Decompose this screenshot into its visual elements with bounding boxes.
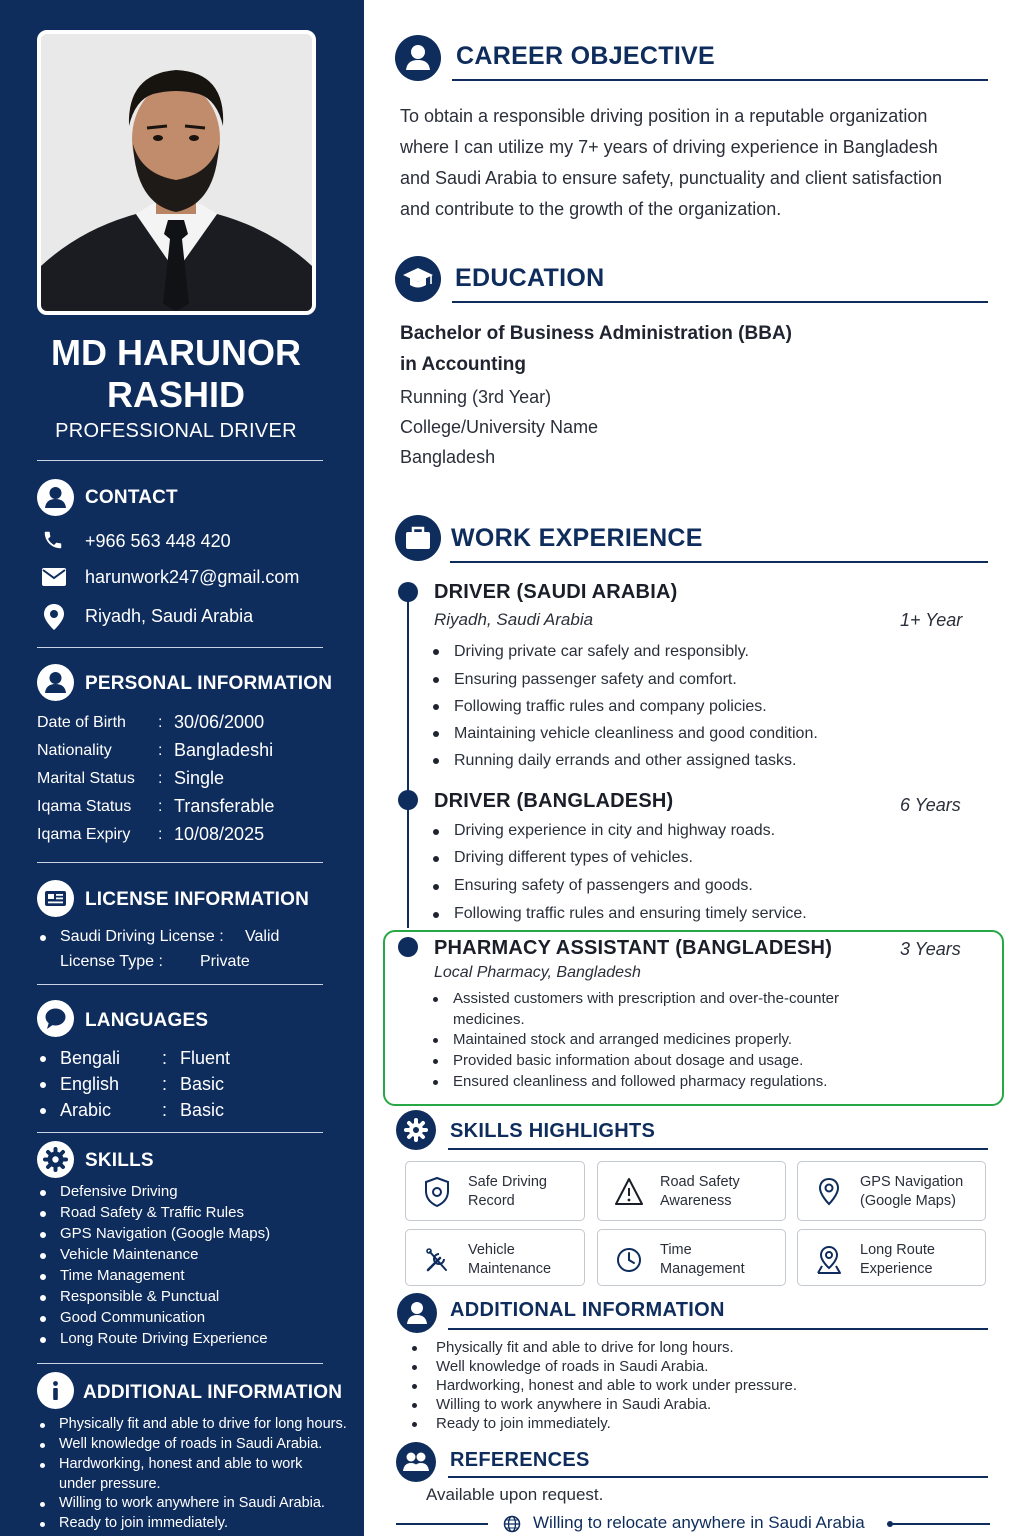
- bullet: [412, 1422, 417, 1427]
- timeline-dot: [398, 937, 418, 957]
- heading-rule: [450, 561, 988, 563]
- job-location: Riyadh, Saudi Arabia: [434, 610, 594, 629]
- bullet: [433, 1080, 438, 1085]
- shield-icon: [422, 1176, 452, 1208]
- bullet: [40, 1337, 46, 1343]
- job-duty: Following traffic rules and ensuring timely service.: [454, 905, 807, 922]
- colon: :: [158, 742, 163, 759]
- personal-info-heading: PERSONAL INFORMATION: [85, 673, 333, 694]
- skill-card-safe-driving: [405, 1161, 585, 1221]
- contact-user-icon: [37, 479, 74, 516]
- bullet: [40, 1232, 46, 1238]
- footer-dot: [887, 1521, 893, 1527]
- colon: :: [158, 714, 163, 731]
- skill-card-label: Vehicle Maintenance: [468, 1242, 552, 1277]
- map-pin-icon: [814, 1176, 844, 1208]
- bullet: [433, 997, 438, 1002]
- warning-icon: [614, 1176, 644, 1208]
- skill-card-time-management: [597, 1229, 786, 1286]
- colon: :: [158, 770, 163, 787]
- job-title: DRIVER (SAUDI ARABIA): [434, 581, 678, 603]
- language-level: Basic: [180, 1074, 225, 1094]
- bullet: [433, 649, 439, 655]
- job-duty: Maintaining vehicle cleanliness and good condition.: [454, 725, 818, 742]
- side-additional-item: Hardworking, honest and able to work: [59, 1456, 303, 1472]
- bullet: [433, 758, 439, 764]
- globe-icon: [503, 1515, 521, 1533]
- bullet: [40, 1522, 45, 1527]
- personal-value: Transferable: [174, 796, 275, 816]
- profile-photo: [37, 30, 316, 315]
- license-type-value: Private: [200, 953, 250, 970]
- personal-value: Bangladeshi: [174, 740, 274, 760]
- job-duty: Provided basic information about dosage and usage.: [453, 1052, 804, 1069]
- side-additional-heading: ADDITIONAL INFORMATION: [83, 1382, 343, 1403]
- divider: [37, 984, 323, 985]
- bullet: [40, 1316, 46, 1322]
- route-pin-icon: [814, 1244, 844, 1276]
- skills-heading: SKILLS: [85, 1150, 154, 1171]
- bullet: [40, 1056, 46, 1062]
- heading-rule: [448, 1476, 988, 1478]
- skill-item: Responsible & Punctual: [60, 1288, 220, 1305]
- users-group-icon: [396, 1442, 436, 1482]
- skill-card-gps: [797, 1161, 986, 1221]
- bullet: [433, 677, 439, 683]
- bullet: [433, 912, 439, 918]
- bullet: [40, 1423, 45, 1428]
- bullet: [40, 1190, 46, 1196]
- job-duty: Running daily errands and other assigned tasks.: [454, 752, 797, 769]
- main-additional-item: Physically fit and able to drive for long hours.: [436, 1339, 734, 1356]
- bullet: [40, 1082, 46, 1088]
- education-country: Bangladesh: [400, 447, 496, 467]
- location: Riyadh, Saudi Arabia: [85, 606, 254, 626]
- bullet: [40, 1502, 45, 1507]
- bullet: [412, 1384, 417, 1389]
- education-heading: EDUCATION: [455, 264, 605, 292]
- bullet: [412, 1403, 417, 1408]
- personal-value: 30/06/2000: [174, 712, 265, 732]
- bullet: [40, 1274, 46, 1280]
- bullet: [40, 1108, 46, 1114]
- education-institution: College/University Name: [400, 417, 599, 437]
- job-duty: Ensuring safety of passengers and goods.: [454, 877, 753, 894]
- heading-rule: [452, 301, 988, 303]
- timeline-dot: [398, 582, 418, 602]
- graduation-cap-icon: [395, 256, 441, 302]
- job-duty: Maintained stock and arranged medicines properly.: [453, 1031, 793, 1048]
- job-title: PROFESSIONAL DRIVER: [55, 420, 297, 442]
- personal-label: Nationality: [37, 742, 112, 759]
- gear-icon: [396, 1110, 436, 1150]
- work-heading: WORK EXPERIENCE: [451, 524, 703, 552]
- phone-number[interactable]: +966 563 448 420: [85, 531, 231, 551]
- footer-rule-left: [396, 1523, 488, 1525]
- main-additional-item: Well knowledge of roads in Saudi Arabia.: [436, 1358, 709, 1375]
- bullet: [40, 1443, 45, 1448]
- language-name: English: [60, 1074, 120, 1094]
- job-duty: Ensuring passenger safety and comfort.: [454, 671, 737, 688]
- job-duty-cont: medicines.: [453, 1011, 525, 1028]
- job-duration: 6 Years: [900, 795, 961, 815]
- footer-text: Willing to relocate anywhere in Saudi Arabia: [533, 1513, 865, 1532]
- job-duration: 3 Years: [900, 939, 961, 959]
- job-duty: Driving different types of vehicles.: [454, 849, 693, 866]
- heading-rule: [448, 1148, 988, 1150]
- additional-user-icon: [397, 1293, 437, 1333]
- phone-icon: [42, 529, 64, 551]
- personal-label: Iqama Expiry: [37, 826, 131, 843]
- bullet: [433, 704, 439, 710]
- language-name: Arabic: [60, 1100, 112, 1120]
- references-text: Available upon request.: [426, 1485, 604, 1504]
- side-additional-item: Willing to work anywhere in Saudi Arabia.: [59, 1495, 325, 1511]
- license-type-label: License Type :: [60, 953, 163, 970]
- references-heading: REFERENCES: [450, 1449, 590, 1471]
- degree-line-2: in Accounting: [400, 354, 526, 375]
- bullet: [412, 1365, 417, 1370]
- skill-card-vehicle-maintenance: [405, 1229, 585, 1286]
- objective-line: where I can utilize my 7+ years of driving experience in Bangladesh: [400, 137, 938, 157]
- license-value: Valid: [245, 928, 280, 945]
- job-duty: Ensured cleanliness and followed pharmacy regulations.: [453, 1073, 828, 1090]
- bullet: [40, 1253, 46, 1259]
- skill-item: Time Management: [60, 1267, 185, 1284]
- personal-label: Date of Birth: [37, 714, 126, 731]
- location-pin-icon: [43, 603, 65, 631]
- side-additional-item: Ready to join immediately.: [59, 1515, 228, 1531]
- bullet: [433, 1038, 438, 1043]
- objective-line: and contribute to the growth of the organization.: [400, 199, 782, 219]
- language-level: Fluent: [180, 1048, 231, 1068]
- colon: :: [162, 1074, 168, 1094]
- skill-item: Long Route Driving Experience: [60, 1330, 268, 1347]
- colon: :: [162, 1048, 168, 1068]
- bullet: [433, 1059, 438, 1064]
- skill-item: Road Safety & Traffic Rules: [60, 1204, 244, 1221]
- info-icon: [37, 1372, 74, 1409]
- skill-card-label: Road Safety Awareness: [660, 1174, 740, 1209]
- colon: :: [158, 798, 163, 815]
- timeline-dot: [398, 790, 418, 810]
- clock-icon: [614, 1244, 644, 1276]
- skill-card-road-safety: [597, 1161, 786, 1221]
- personal-label: Marital Status: [37, 770, 135, 787]
- contact-heading: CONTACT: [85, 487, 178, 508]
- side-additional-item: Physically fit and able to drive for long hours.: [59, 1416, 347, 1432]
- bullet: [40, 1295, 46, 1301]
- job-duty: Following traffic rules and company policies.: [454, 698, 767, 715]
- divider: [37, 862, 323, 863]
- language-name: Bengali: [60, 1048, 121, 1068]
- bullet: [40, 935, 46, 941]
- job-location: Local Pharmacy, Bangladesh: [434, 964, 641, 981]
- main-additional-heading: ADDITIONAL INFORMATION: [450, 1299, 725, 1321]
- language-level: Basic: [180, 1100, 225, 1120]
- objective-heading: CAREER OBJECTIVE: [456, 42, 716, 70]
- main-additional-item: Willing to work anywhere in Saudi Arabia.: [436, 1396, 712, 1413]
- skill-card-label: GPS Navigation (Google Maps): [860, 1174, 964, 1209]
- license-card-icon: [37, 880, 74, 917]
- divider: [37, 1132, 323, 1133]
- job-duration: 1+ Year: [900, 610, 963, 630]
- main-additional-item: Ready to join immediately.: [436, 1415, 611, 1432]
- email-icon: [41, 567, 67, 587]
- bullet: [433, 856, 439, 862]
- chat-bubble-icon: [37, 1000, 74, 1037]
- divider: [37, 1363, 323, 1364]
- job-duty: Driving experience in city and highway roads.: [454, 822, 776, 839]
- job-duty: Driving private car safely and responsibly.: [454, 643, 749, 660]
- license-heading: LICENSE INFORMATION: [85, 889, 310, 910]
- divider: [37, 460, 323, 461]
- job-duty: Assisted customers with prescription and over-the-counter: [453, 990, 840, 1007]
- skill-card-long-route: [797, 1229, 986, 1286]
- tools-icon: [422, 1244, 452, 1276]
- main-additional-item: Hardworking, honest and able to work under pressure.: [436, 1377, 798, 1394]
- skill-item: GPS Navigation (Google Maps): [60, 1225, 271, 1242]
- heading-rule: [452, 79, 988, 81]
- sidebar: [0, 0, 364, 1536]
- languages-heading: LANGUAGES: [85, 1010, 209, 1031]
- bullet: [40, 1211, 46, 1217]
- personal-label: Iqama Status: [37, 798, 132, 815]
- colon: :: [162, 1100, 168, 1120]
- job-title: PHARMACY ASSISTANT (BANGLADESH): [434, 937, 833, 959]
- personal-user-icon: [37, 664, 74, 701]
- bullet: [433, 731, 439, 737]
- footer-rule-right: [890, 1523, 990, 1525]
- name-line-1: MD HARUNOR: [51, 332, 301, 373]
- highlights-heading: SKILLS HIGHLIGHTS: [450, 1120, 656, 1142]
- skill-item: Defensive Driving: [60, 1183, 178, 1200]
- name-line-2: RASHID: [106, 374, 245, 415]
- heading-rule: [448, 1328, 988, 1330]
- license-label: Saudi Driving License :: [60, 928, 224, 945]
- job-title: DRIVER (BANGLADESH): [434, 790, 674, 812]
- bullet: [40, 1463, 45, 1468]
- degree-line-1: Bachelor of Business Administration (BBA): [400, 323, 793, 344]
- skill-item: Vehicle Maintenance: [60, 1246, 199, 1263]
- objective-line: To obtain a responsible driving position in a reputable organization: [400, 106, 928, 126]
- bullet: [412, 1346, 417, 1351]
- divider: [37, 647, 323, 648]
- bullet: [433, 829, 439, 835]
- education-status: Running (3rd Year): [400, 387, 552, 407]
- personal-value: 10/08/2025: [174, 824, 265, 844]
- email-address[interactable]: harunwork247@gmail.com: [85, 567, 300, 587]
- gear-icon: [37, 1141, 74, 1178]
- timeline-line: [407, 598, 409, 928]
- skill-item: Good Communication: [60, 1309, 206, 1326]
- skill-card-label: Time Management: [660, 1242, 745, 1277]
- bullet: [433, 884, 439, 890]
- colon: :: [158, 826, 163, 843]
- skill-card-label: Safe Driving Record: [468, 1174, 547, 1209]
- briefcase-icon: [395, 515, 441, 561]
- side-additional-item: Well knowledge of roads in Saudi Arabia.: [59, 1436, 323, 1452]
- side-additional-item-cont: under pressure.: [59, 1476, 161, 1492]
- skill-card-label: Long Route Experience: [860, 1242, 935, 1277]
- personal-value: Single: [174, 768, 225, 788]
- objective-user-icon: [395, 35, 441, 81]
- objective-line: and Saudi Arabia to ensure safety, punctuality and client satisfaction: [400, 168, 943, 188]
